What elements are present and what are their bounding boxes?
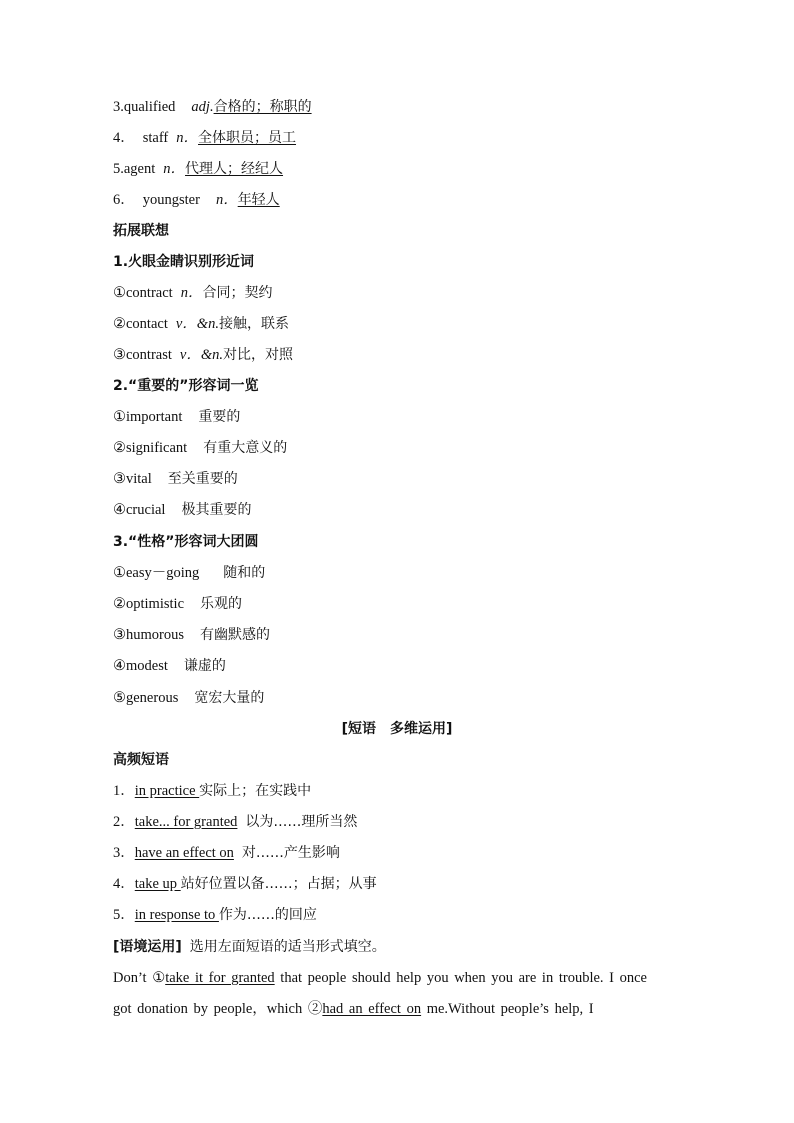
exercise-label: [语境运用] [113, 939, 182, 955]
list-word: optimistic [126, 596, 184, 612]
list-item [113, 688, 264, 708]
item-number: 6． [113, 192, 135, 208]
vocab-meaning: 全体职员；员工 [198, 130, 297, 146]
item-number: 1． [113, 783, 135, 799]
list-meaning: 有幽默感的 [200, 627, 270, 643]
list-meaning: 有重大意义的 [203, 440, 288, 456]
phrase-text: in response to [134, 907, 219, 923]
section-banner: [短语 多维运用] [341, 721, 453, 737]
list-meaning: 合同；契约 [202, 285, 273, 301]
list-item [113, 656, 226, 676]
list-meaning: 谦虚的 [183, 658, 226, 674]
list-meaning: 乐观的 [200, 596, 242, 612]
vocab-item [113, 128, 296, 148]
list-meaning: 随和的 [223, 565, 266, 581]
part-of-speech: v．&n. [175, 316, 219, 332]
vocab-item [113, 190, 280, 210]
list-word: modest [126, 658, 168, 674]
passage-line [113, 968, 647, 988]
vocab-meaning: 合格的；称职的 [213, 99, 312, 115]
list-word: humorous [126, 627, 184, 643]
passage-text: Don’t ① [113, 970, 166, 986]
list-word: generous [126, 690, 179, 706]
phrase-meaning: 作为……的回应 [218, 907, 317, 923]
vocab-item [113, 97, 312, 117]
passage-text: got donation by people，which ② [113, 1001, 323, 1017]
vocab-word: staff [142, 130, 169, 146]
passage-text: me.Without people’s help, I [421, 1001, 594, 1017]
answer-blank: take it for granted [165, 970, 275, 986]
list-item [113, 283, 272, 303]
group-title: 2.“重要的”形容词一览 [113, 378, 259, 394]
item-number: 3. [113, 99, 124, 115]
list-meaning: 极其重要的 [181, 502, 252, 518]
list-item [113, 407, 240, 427]
list-item [113, 438, 287, 458]
exercise-header [113, 937, 386, 957]
item-marker: ① [113, 565, 126, 581]
item-number: 2． [113, 814, 135, 830]
vocab-word: agent [123, 161, 156, 177]
list-item [113, 345, 293, 365]
list-word: contrast [126, 347, 172, 363]
phrase-text: take... for granted [134, 814, 238, 830]
phrase-text: take up [134, 876, 181, 892]
list-item [113, 469, 238, 489]
phrase-text: in practice [134, 783, 200, 799]
phrase-item [113, 781, 311, 801]
part-of-speech: v．&n. [179, 347, 223, 363]
part-of-speech: n． [180, 285, 203, 301]
list-word: contract [126, 285, 173, 301]
list-meaning: 接触，联系 [218, 316, 289, 332]
passage-text: that people should help you when you are in trouble. I once [274, 970, 647, 986]
item-number: 5. [113, 161, 124, 177]
phrase-item [113, 874, 377, 894]
part-of-speech: n． [163, 161, 186, 177]
list-word: easy－going [126, 565, 200, 581]
vocab-meaning: 年轻人 [237, 192, 280, 208]
phrase-item [113, 843, 340, 863]
answer-blank: had an effect on [322, 1001, 422, 1017]
list-word: significant [126, 440, 188, 456]
phrase-meaning: 对……产生影响 [241, 845, 340, 861]
section-heading: 拓展联想 [113, 223, 169, 239]
list-meaning: 至关重要的 [167, 471, 238, 487]
item-marker: ② [113, 596, 126, 612]
item-marker: ③ [113, 347, 126, 363]
item-marker: ③ [113, 627, 126, 643]
list-item [113, 563, 265, 583]
phrase-meaning: 站好位置以备……；占据；从事 [180, 876, 377, 892]
phrase-meaning: 以为……理所当然 [245, 814, 358, 830]
list-item [113, 625, 270, 645]
item-marker: ④ [113, 502, 126, 518]
list-item [113, 314, 289, 334]
exercise-instruction: 选用左面短语的适当形式填空。 [189, 939, 386, 955]
group-title: 3.“性格”形容词大团圆 [113, 534, 259, 550]
list-meaning: 宽宏大量的 [194, 690, 265, 706]
item-marker: ② [113, 440, 126, 456]
group-title: 1.火眼金睛识别形近词 [113, 254, 255, 270]
item-marker: ③ [113, 471, 126, 487]
item-number: 4． [113, 876, 135, 892]
phrase-item [113, 812, 357, 832]
passage-line [113, 999, 594, 1019]
list-meaning: 对比，对照 [223, 347, 293, 363]
list-item [113, 594, 242, 614]
part-of-speech: n． [176, 130, 199, 146]
vocab-word: youngster [142, 192, 200, 208]
item-number: 4． [113, 130, 135, 146]
vocab-meaning: 代理人；经纪人 [185, 161, 284, 177]
list-word: important [126, 409, 183, 425]
part-of-speech: adj. [191, 99, 214, 115]
phrase-meaning: 实际上；在实践中 [199, 783, 312, 799]
item-number: 5． [113, 907, 135, 923]
list-word: vital [126, 471, 152, 487]
list-item [113, 500, 251, 520]
item-marker: ① [113, 285, 126, 301]
item-marker: ① [113, 409, 126, 425]
list-meaning: 重要的 [198, 409, 241, 425]
item-marker: ⑤ [113, 690, 126, 706]
part-of-speech: n． [215, 192, 238, 208]
item-marker: ④ [113, 658, 126, 674]
phrase-text: have an effect on [134, 845, 234, 861]
item-marker: ② [113, 316, 126, 332]
section-heading: 高频短语 [113, 752, 169, 768]
item-number: 3． [113, 845, 135, 861]
list-word: contact [126, 316, 168, 332]
vocab-item [113, 159, 283, 179]
phrase-item [113, 905, 317, 925]
list-word: crucial [126, 502, 166, 518]
vocab-word: qualified [123, 99, 176, 115]
